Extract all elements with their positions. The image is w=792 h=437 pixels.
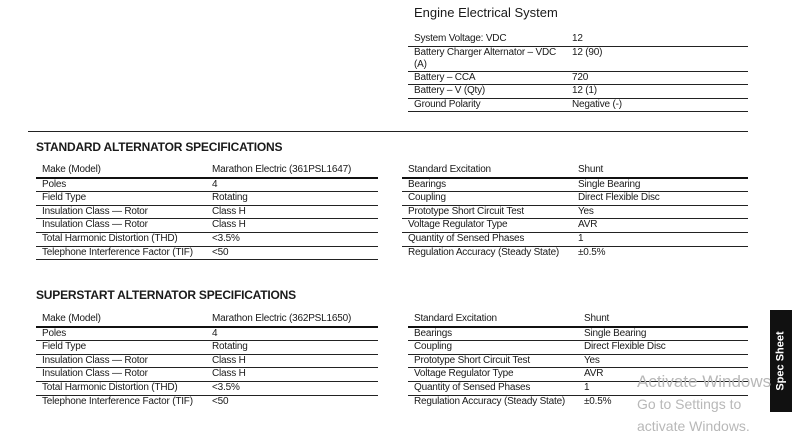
- row-label: Standard Excitation: [414, 313, 497, 324]
- row-value: Direct Flexible Disc: [584, 341, 666, 353]
- row-label: Poles: [42, 327, 67, 339]
- row-label: Insulation Class — Rotor: [42, 219, 148, 231]
- row-value: 4: [212, 178, 218, 190]
- row-value: ±0.5%: [584, 395, 612, 407]
- row-value: 12 (90): [572, 46, 603, 58]
- table-row: [36, 368, 378, 382]
- row-label: Ground Polarity: [414, 98, 481, 110]
- table-row: [36, 192, 378, 206]
- table-row: [402, 205, 748, 219]
- row-value: <50: [212, 395, 229, 407]
- table-row: [36, 354, 378, 368]
- row-value: 12: [572, 33, 583, 44]
- row-label: Bearings: [414, 327, 452, 339]
- table-row: [408, 71, 748, 85]
- row-label: Prototype Short Circuit Test: [414, 354, 530, 366]
- table-row: [402, 192, 748, 206]
- row-value: <3.5%: [212, 381, 240, 393]
- table-row: [36, 219, 378, 233]
- row-label: Total Harmonic Distortion (THD): [42, 381, 178, 393]
- row-value: Yes: [578, 205, 594, 217]
- watermark-line-1: Activate Windows: [637, 372, 772, 391]
- row-label: Regulation Accuracy (Steady State): [414, 395, 566, 407]
- row-value: Rotating: [212, 192, 248, 204]
- row-label: Make (Model): [42, 313, 101, 324]
- row-value: Class H: [212, 368, 246, 380]
- row-label: Insulation Class — Rotor: [42, 368, 148, 380]
- row-label: Battery – V (Qty): [414, 85, 486, 97]
- table-row: [402, 164, 748, 178]
- row-value: ±0.5%: [578, 246, 606, 258]
- row-label: Regulation Accuracy (Steady State): [408, 246, 560, 258]
- table-row: [408, 327, 748, 341]
- table-row: [408, 354, 748, 368]
- standard-alternator-title: STANDARD ALTERNATOR SPECIFICATIONS: [36, 140, 283, 154]
- table-row: [36, 164, 378, 178]
- row-label: Insulation Class — Rotor: [42, 205, 148, 217]
- row-label: Total Harmonic Distortion (THD): [42, 232, 178, 244]
- table-row: [36, 232, 378, 246]
- table-row: [408, 98, 748, 112]
- row-label: Battery – CCA: [414, 71, 476, 83]
- table-row: [408, 341, 748, 355]
- row-value: 1: [584, 381, 590, 393]
- superstart-alternator-left-table: [36, 313, 378, 408]
- row-label: Coupling: [414, 341, 452, 353]
- table-row: [36, 395, 378, 408]
- row-label: Field Type: [42, 192, 86, 204]
- standard-alternator-right-table: [402, 164, 748, 259]
- row-label: Coupling: [408, 192, 446, 204]
- row-value: Class H: [212, 219, 246, 231]
- superstart-alternator-title: SUPERSTART ALTERNATOR SPECIFICATIONS: [36, 288, 296, 302]
- row-value: Marathon Electric (362PSL1650): [212, 313, 352, 324]
- row-label: System Voltage: VDC: [414, 33, 507, 44]
- engine-electrical-table: [408, 33, 748, 112]
- engine-electrical-title: Engine Electrical System: [414, 5, 558, 20]
- row-label: Standard Excitation: [408, 164, 491, 175]
- table-row: [36, 205, 378, 219]
- row-label: Quantity of Sensed Phases: [408, 232, 525, 244]
- row-label: Field Type: [42, 341, 86, 353]
- row-label: Voltage Regulator Type: [414, 368, 514, 380]
- table-row: [408, 313, 748, 327]
- row-value: Class H: [212, 354, 246, 366]
- table-row: [402, 246, 748, 259]
- table-row: [408, 85, 748, 99]
- row-label: Telephone Interference Factor (TIF): [42, 246, 193, 258]
- row-value: Negative (-): [572, 98, 622, 110]
- row-label: Voltage Regulator Type: [408, 219, 508, 231]
- table-row: [36, 178, 378, 192]
- row-value: Shunt: [578, 164, 604, 175]
- row-label: Battery Charger Alternator – VDC (A): [414, 46, 556, 70]
- row-value: 4: [212, 327, 218, 339]
- row-label: Make (Model): [42, 164, 101, 175]
- row-value: Single Bearing: [578, 178, 641, 190]
- row-value: Rotating: [212, 341, 248, 353]
- row-label: Quantity of Sensed Phases: [414, 381, 531, 393]
- row-value: AVR: [578, 219, 598, 231]
- table-row: [36, 341, 378, 355]
- row-value: Class H: [212, 205, 246, 217]
- standard-alternator-left-table: [36, 164, 378, 260]
- row-label: Poles: [42, 178, 67, 190]
- row-value: AVR: [584, 368, 604, 380]
- row-value: <50: [212, 246, 229, 258]
- row-value: 1: [578, 232, 584, 244]
- table-row: [36, 381, 378, 395]
- section-divider: [28, 131, 748, 132]
- row-value: 12 (1): [572, 85, 597, 97]
- row-label: Bearings: [408, 178, 446, 190]
- spec-sheet-tab-label: Spec Sheet: [775, 331, 787, 391]
- row-value: Single Bearing: [584, 327, 647, 339]
- table-row: [408, 46, 748, 71]
- row-value: Marathon Electric (361PSL1647): [212, 164, 352, 175]
- row-value: Yes: [584, 354, 600, 366]
- row-label: Insulation Class — Rotor: [42, 354, 148, 366]
- row-value: 720: [572, 71, 589, 83]
- row-label: Prototype Short Circuit Test: [408, 205, 524, 217]
- row-value: Shunt: [584, 313, 610, 324]
- table-row: [402, 178, 748, 192]
- row-value: Direct Flexible Disc: [578, 192, 660, 204]
- table-row: [36, 246, 378, 260]
- table-row: [402, 219, 748, 233]
- row-label: Telephone Interference Factor (TIF): [42, 395, 193, 407]
- table-row: [36, 313, 378, 327]
- table-row: [36, 327, 378, 341]
- row-value: <3.5%: [212, 232, 240, 244]
- watermark-line-2: Go to Settings to activate Windows.: [637, 396, 750, 434]
- table-row: [402, 232, 748, 246]
- activate-windows-watermark: [637, 371, 792, 437]
- table-row: [408, 33, 748, 46]
